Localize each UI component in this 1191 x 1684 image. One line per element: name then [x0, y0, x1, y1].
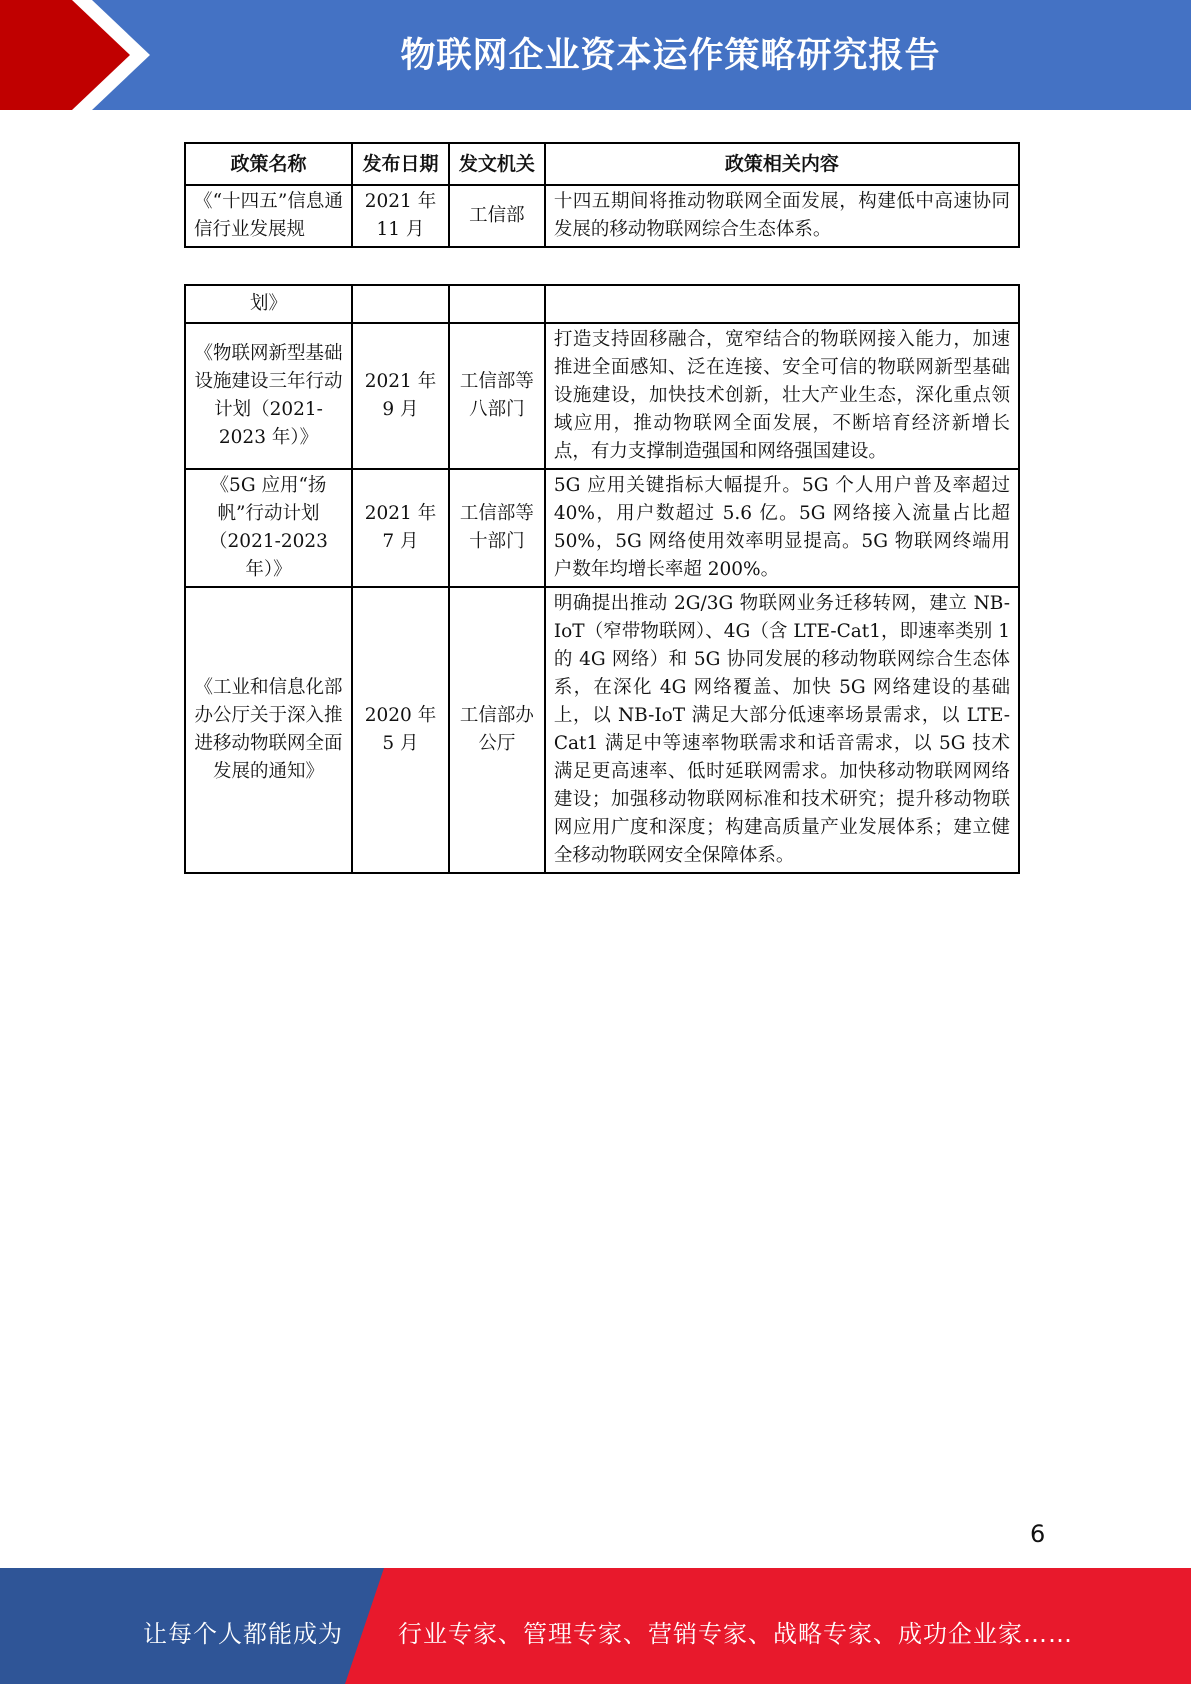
cell-policy-name: 《工业和信息化部办公厅关于深入推进移动物联网全面发展的通知》 [185, 587, 352, 873]
cell-policy-content: 打造支持固移融合，宽窄结合的物联网接入能力，加速推进全面感知、泛在连接、安全可信的物联网新型基础设施建设，加快技术创新，壮大产业生态，深化重点领域应用，推动物联网全面发展，不断培育经济新增长点，有力支撑制造强国和网络强国建设。 [545, 323, 1019, 469]
page-header [0, 0, 1191, 110]
header-policy-name: 政策名称 [185, 143, 352, 185]
header-release-date: 发布日期 [352, 143, 449, 185]
cell-policy-name: 《“十四五”信息通信行业发展规 [185, 185, 352, 247]
table-row [185, 587, 1019, 873]
table-row [185, 185, 1019, 247]
header-policy-content: 政策相关内容 [545, 143, 1019, 185]
header-title: 物联网企业资本运作策略研究报告 [400, 36, 941, 76]
cell-issuing-agency: 工信部等八部门 [449, 323, 545, 469]
cell-policy-name: 划》 [185, 285, 352, 323]
cell-policy-name: 《物联网新型基础设施建设三年行动计划（2021-2023 年）》 [185, 323, 352, 469]
cell-issuing-agency [449, 285, 545, 323]
policy-table-part-1 [184, 142, 1020, 248]
cell-policy-content: 明确提出推动 2G/3G 物联网业务迁移转网，建立 NB-IoT（窄带物联网）、4G（含 LTE-Cat1，即速率类别 1 的 4G 网络）和 5G 协同发展的移动物联网综合生态体系，在深化 4G 网络覆盖、加快 5G 网络建设的基础上，以 NB-IoT 满足大部分低速率场景需求，以 LTE-Cat1 满足中等速率物联需求和话音需求，以 5G 技术满足更高速率、低时延联网需求。加快移动物联网网络建设；加强移动物联网标准和技术研究；提升移动物联网应用广度和深度；构建高质量产业发展体系；建立健全移动物联网安全保障体系。 [545, 587, 1019, 873]
cell-release-date: 2021 年 11 月 [352, 185, 449, 247]
cell-issuing-agency: 工信部等十部门 [449, 469, 545, 587]
cell-issuing-agency: 工信部 [449, 185, 545, 247]
cell-policy-content: 5G 应用关键指标大幅提升。5G 个人用户普及率超过 40%，用户数超过 5.6 亿。5G 网络接入流量占比超 50%，5G 网络使用效率明显提高。5G 物联网终端用户数年均增长率超 200%。 [545, 469, 1019, 587]
footer-slogan-right: 行业专家、管理专家、营销专家、战略专家、成功企业家…… [398, 1620, 1073, 1648]
table-header-row [185, 143, 1019, 185]
page-number: 6 [1030, 1520, 1046, 1548]
cell-release-date [352, 285, 449, 323]
cell-policy-content [545, 285, 1019, 323]
cell-release-date: 2020 年 5 月 [352, 587, 449, 873]
cell-policy-name: 《5G 应用“扬帆”行动计划（2021-2023 年）》 [185, 469, 352, 587]
table-row [185, 285, 1019, 323]
cell-release-date: 2021 年 9 月 [352, 323, 449, 469]
policy-table-part-2 [184, 284, 1020, 874]
cell-issuing-agency: 工信部办公厅 [449, 587, 545, 873]
table-row [185, 323, 1019, 469]
table-row [185, 469, 1019, 587]
footer-slogan-left: 让每个人都能成为 [143, 1620, 343, 1648]
cell-policy-content: 十四五期间将推动物联网全面发展，构建低中高速协同发展的移动物联网综合生态体系。 [545, 185, 1019, 247]
page-footer [0, 1568, 1191, 1684]
cell-release-date: 2021 年 7 月 [352, 469, 449, 587]
header-issuing-agency: 发文机关 [449, 143, 545, 185]
